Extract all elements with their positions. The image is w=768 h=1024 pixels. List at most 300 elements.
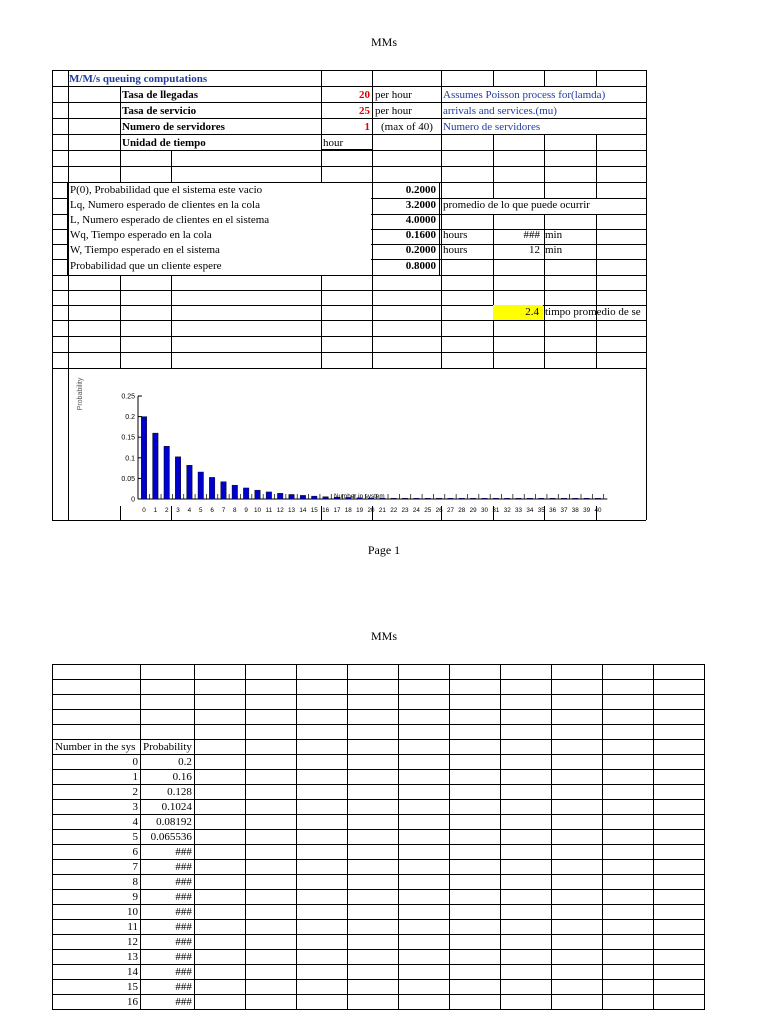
table-cell [194, 965, 245, 980]
table-cell [500, 905, 551, 920]
table-cell [551, 920, 602, 935]
x-tick-label: 29 [469, 507, 477, 514]
table-cell [245, 695, 296, 710]
table-empty-row [53, 725, 705, 740]
table-cell [449, 680, 500, 695]
table-cell [245, 815, 296, 830]
page-header: MMs [370, 35, 397, 49]
table-cell [602, 920, 653, 935]
grid-col-line [646, 70, 647, 520]
table-cell [347, 785, 398, 800]
y-tick-label: 0.15 [121, 434, 135, 442]
table-cell [551, 965, 602, 980]
table-cell [398, 740, 449, 755]
table-cell [551, 815, 602, 830]
table-cell [245, 980, 296, 995]
table-cell [500, 815, 551, 830]
input-value: hour [323, 137, 344, 149]
table-cell [551, 665, 602, 680]
x-tick-label: 6 [210, 507, 214, 514]
table-cell [398, 710, 449, 725]
chart-bar [414, 498, 420, 499]
table-cell: 0.128 [141, 785, 195, 800]
table-cell [194, 695, 245, 710]
x-tick-label: 23 [401, 507, 409, 514]
x-tick-label: 4 [187, 507, 192, 514]
table-row [53, 995, 705, 1010]
table-cell [653, 785, 704, 800]
table-cell [398, 830, 449, 845]
table-row [53, 815, 705, 830]
table-cell [551, 725, 602, 740]
table-cell [449, 755, 500, 770]
x-tick-label: 16 [322, 507, 330, 514]
x-tick-label: 36 [549, 507, 557, 514]
table-cell [653, 725, 704, 740]
table-cell [500, 920, 551, 935]
table-cell: ### [141, 890, 195, 905]
table-cell [194, 710, 245, 725]
table-cell [602, 890, 653, 905]
table-cell [398, 815, 449, 830]
grid-row-line [52, 320, 646, 321]
chart-bar [584, 498, 590, 499]
x-tick-label: 31 [492, 507, 500, 514]
chart-bar [504, 498, 510, 499]
grid-row-line [52, 520, 646, 521]
table-cell [500, 665, 551, 680]
table-cell [245, 995, 296, 1010]
chart-bar [175, 457, 181, 499]
table-cell [602, 995, 653, 1010]
result-label: Wq, Tiempo esperado en la cola [70, 229, 212, 241]
chart-bar [141, 417, 147, 499]
table-cell [398, 920, 449, 935]
table-cell [551, 755, 602, 770]
table-cell [194, 770, 245, 785]
table-row [53, 860, 705, 875]
table-cell [245, 920, 296, 935]
table-cell [500, 890, 551, 905]
x-tick-label: 2 [164, 507, 169, 514]
table-cell [653, 770, 704, 785]
table-cell [245, 665, 296, 680]
table-cell [296, 665, 347, 680]
table-cell [500, 995, 551, 1010]
table-row [53, 890, 705, 905]
table-cell: 12 [53, 935, 141, 950]
table-cell [398, 680, 449, 695]
table-cell: 0.16 [141, 770, 195, 785]
table-cell [398, 770, 449, 785]
table-cell [449, 920, 500, 935]
table-cell [296, 785, 347, 800]
table-cell [245, 725, 296, 740]
table-cell [551, 830, 602, 845]
table-cell [653, 800, 704, 815]
table-cell [245, 740, 296, 755]
table-cell [602, 905, 653, 920]
table-cell [194, 950, 245, 965]
chart-bar [209, 477, 215, 499]
table-cell [653, 890, 704, 905]
table-row [53, 935, 705, 950]
table-cell [653, 680, 704, 695]
table-cell: 1 [53, 770, 141, 785]
table-cell [245, 905, 296, 920]
table-cell [245, 950, 296, 965]
table-cell [500, 980, 551, 995]
table-cell [602, 830, 653, 845]
chart-bar [312, 496, 318, 499]
table-cell [194, 830, 245, 845]
table-cell [398, 860, 449, 875]
table-cell [53, 665, 141, 680]
table-cell [245, 890, 296, 905]
x-tick-label: 26 [435, 507, 443, 514]
chart-bar [516, 498, 522, 499]
table-cell: ### [141, 920, 195, 935]
table-cell [347, 995, 398, 1010]
table-cell [347, 680, 398, 695]
table-cell [653, 845, 704, 860]
table-row [53, 920, 705, 935]
table-cell [500, 965, 551, 980]
table-cell: 7 [53, 860, 141, 875]
table-cell [653, 710, 704, 725]
table-cell [347, 710, 398, 725]
chart-bar [436, 498, 442, 499]
table-row [53, 965, 705, 980]
table-row [53, 830, 705, 845]
table-cell [449, 695, 500, 710]
table-cell [653, 965, 704, 980]
chart-bar [221, 482, 227, 499]
table-cell [602, 695, 653, 710]
table-cell [449, 665, 500, 680]
table-row [53, 875, 705, 890]
table-cell [500, 845, 551, 860]
x-tick-label: 14 [299, 507, 307, 514]
table-cell [347, 815, 398, 830]
table-cell [602, 680, 653, 695]
table-cell: 16 [53, 995, 141, 1010]
input-box [321, 86, 373, 150]
table-cell [296, 995, 347, 1010]
x-tick-label: 39 [583, 507, 591, 514]
table-cell: 0 [53, 755, 141, 770]
table-cell [449, 770, 500, 785]
table-cell: ### [141, 995, 195, 1010]
table-cell [296, 830, 347, 845]
x-tick-label: 7 [221, 507, 226, 514]
table-cell [347, 695, 398, 710]
table-cell [53, 710, 141, 725]
table-cell [653, 830, 704, 845]
table-cell [296, 920, 347, 935]
x-tick-label: 27 [446, 507, 454, 514]
chart-bar [187, 465, 193, 499]
table-cell: ### [141, 860, 195, 875]
y-axis-label: Probability [77, 377, 84, 411]
x-tick-label: 21 [378, 507, 386, 514]
table-cell [551, 710, 602, 725]
table-cell [398, 875, 449, 890]
table-cell [141, 725, 195, 740]
table-cell [551, 935, 602, 950]
input-unit: (max of 40) [381, 121, 433, 133]
table-cell [449, 740, 500, 755]
table-cell [141, 695, 195, 710]
x-tick-label: 32 [503, 507, 511, 514]
table-cell [500, 695, 551, 710]
table-cell [449, 830, 500, 845]
table-cell [551, 860, 602, 875]
table-cell [602, 860, 653, 875]
y-tick-label: 0.05 [121, 475, 135, 483]
result-value: 3.2000 [405, 199, 436, 211]
table-header-row [53, 740, 705, 755]
chart-bar [459, 498, 465, 499]
input-note: arrivals and services.(mu) [443, 105, 557, 117]
x-tick-label: 8 [233, 507, 237, 514]
input-unit: per hour [375, 89, 412, 101]
table-cell [500, 755, 551, 770]
grid-row-line [52, 290, 646, 291]
table-cell [194, 890, 245, 905]
highlight-note: timpo promedio de se [545, 306, 641, 318]
chart-bar [243, 488, 249, 499]
chart-bar [448, 498, 454, 499]
table-cell [449, 995, 500, 1010]
result-label: P(0), Probabilidad que el sistema este vacio [70, 184, 263, 196]
table-cell [500, 875, 551, 890]
table-cell [53, 680, 141, 695]
table-empty-row [53, 710, 705, 725]
table-cell [500, 860, 551, 875]
x-tick-label: 0 [142, 507, 146, 514]
table-row [53, 905, 705, 920]
x-tick-label: 11 [265, 507, 273, 514]
table-cell [194, 920, 245, 935]
table-cell: 11 [53, 920, 141, 935]
table-cell: Probability [141, 740, 195, 755]
table-empty-row [53, 680, 705, 695]
table-cell [296, 800, 347, 815]
x-tick-label: 18 [344, 507, 352, 514]
table-cell [551, 980, 602, 995]
x-tick-label: 9 [244, 507, 248, 514]
table-cell [194, 875, 245, 890]
table-cell [653, 815, 704, 830]
table-cell [347, 875, 398, 890]
table-cell [449, 860, 500, 875]
table-cell [347, 770, 398, 785]
table-cell: 13 [53, 950, 141, 965]
chart-bar [493, 498, 499, 499]
y-tick-label: 0.25 [121, 393, 135, 401]
table-cell [296, 935, 347, 950]
table-cell [53, 725, 141, 740]
x-tick-label: 17 [333, 507, 341, 514]
x-tick-label: 22 [390, 507, 398, 514]
table-cell [551, 890, 602, 905]
result-extra-value: ### [523, 229, 540, 241]
table-cell [296, 980, 347, 995]
table-cell: ### [141, 875, 195, 890]
table-cell [245, 860, 296, 875]
table-cell [449, 935, 500, 950]
table-cell [296, 875, 347, 890]
table-cell [398, 890, 449, 905]
y-tick-label: 0 [131, 496, 135, 504]
chart-bar [289, 494, 295, 499]
table-cell [653, 905, 704, 920]
table-cell [551, 995, 602, 1010]
table-cell [347, 830, 398, 845]
table-cell [296, 755, 347, 770]
x-tick-label: 5 [198, 507, 203, 514]
table-cell [347, 860, 398, 875]
table-cell [347, 935, 398, 950]
table-cell [398, 725, 449, 740]
table-cell [449, 845, 500, 860]
table-cell: 3 [53, 800, 141, 815]
x-tick-label: 3 [176, 507, 180, 514]
table-cell: 5 [53, 830, 141, 845]
table-cell [602, 785, 653, 800]
chart-bar [561, 498, 567, 499]
result-label: Lq, Numero esperado de clientes en la cola [70, 199, 260, 211]
table-cell [602, 845, 653, 860]
table-cell: 0.2 [141, 755, 195, 770]
table-cell [500, 770, 551, 785]
chart-bar [164, 446, 170, 499]
table-cell [602, 755, 653, 770]
chart-bar [550, 498, 556, 499]
grid-row-line [52, 352, 646, 353]
table-cell [551, 800, 602, 815]
table-cell [449, 890, 500, 905]
table-cell [398, 695, 449, 710]
table-cell [347, 980, 398, 995]
input-label: Tasa de servicio [122, 105, 197, 117]
input-note: Numero de servidores [443, 121, 541, 133]
table-cell [141, 680, 195, 695]
table-cell [449, 875, 500, 890]
table-cell [347, 800, 398, 815]
table-cell [245, 680, 296, 695]
table-cell: 10 [53, 905, 141, 920]
chart-bar [323, 497, 329, 499]
table-cell [398, 965, 449, 980]
table-cell: 0.1024 [141, 800, 195, 815]
table-cell [653, 995, 704, 1010]
x-tick-label: 35 [537, 507, 545, 514]
table-cell: ### [141, 905, 195, 920]
chart-bar [255, 490, 261, 499]
table-cell: 2 [53, 785, 141, 800]
table-cell: 4 [53, 815, 141, 830]
table-cell [551, 875, 602, 890]
table-cell: 0.065536 [141, 830, 195, 845]
x-tick-label: 28 [458, 507, 466, 514]
table-cell [194, 800, 245, 815]
table-cell [551, 950, 602, 965]
result-extra: hours [443, 244, 468, 256]
table-cell [500, 710, 551, 725]
sheet-title: M/M/s queuing computations [69, 73, 208, 85]
table-cell [194, 665, 245, 680]
table-cell [653, 920, 704, 935]
y-tick-label: 0.2 [125, 414, 135, 422]
table-cell [551, 695, 602, 710]
table-cell [500, 830, 551, 845]
table-cell [449, 905, 500, 920]
table-cell [551, 845, 602, 860]
table-cell [245, 845, 296, 860]
table-cell [398, 665, 449, 680]
table-cell [347, 665, 398, 680]
chart-bar [300, 495, 306, 499]
table-cell [602, 665, 653, 680]
result-extra: promedio de lo que puede ocurrir [443, 199, 590, 211]
x-tick-label: 20 [367, 507, 375, 514]
table-cell [551, 680, 602, 695]
table-cell [245, 710, 296, 725]
table-cell [449, 725, 500, 740]
table-cell [245, 755, 296, 770]
table-cell [602, 950, 653, 965]
table-cell [551, 785, 602, 800]
table-cell [296, 710, 347, 725]
result-value: 0.8000 [405, 260, 436, 272]
table-cell [296, 815, 347, 830]
table-cell [398, 845, 449, 860]
table-empty-row [53, 695, 705, 710]
x-tick-label: 1 [153, 507, 158, 514]
result-extra-value: 12 [529, 244, 540, 256]
table-cell [347, 725, 398, 740]
grid-row-line [52, 150, 646, 151]
highlight-value: 2.4 [525, 306, 539, 318]
table-cell [194, 935, 245, 950]
table-cell [245, 965, 296, 980]
table-cell [194, 755, 245, 770]
chart-bar [232, 485, 238, 499]
page-footer: Page 1 [367, 543, 401, 557]
table-cell [653, 755, 704, 770]
x-tick-label: 37 [560, 507, 568, 514]
table-cell [194, 680, 245, 695]
result-value: 0.2000 [405, 184, 436, 196]
table-cell [500, 740, 551, 755]
table-cell: ### [141, 980, 195, 995]
x-tick-label: 30 [480, 507, 489, 514]
table-cell [551, 770, 602, 785]
x-tick-label: 13 [288, 507, 296, 514]
table-cell [602, 935, 653, 950]
table-cell [245, 830, 296, 845]
table-cell [602, 815, 653, 830]
x-tick-label: 33 [515, 507, 523, 514]
table-cell [602, 710, 653, 725]
table-cell [602, 770, 653, 785]
table-cell [245, 770, 296, 785]
y-tick-label: 0.1 [125, 455, 135, 463]
table-cell: 14 [53, 965, 141, 980]
table-cell [551, 905, 602, 920]
